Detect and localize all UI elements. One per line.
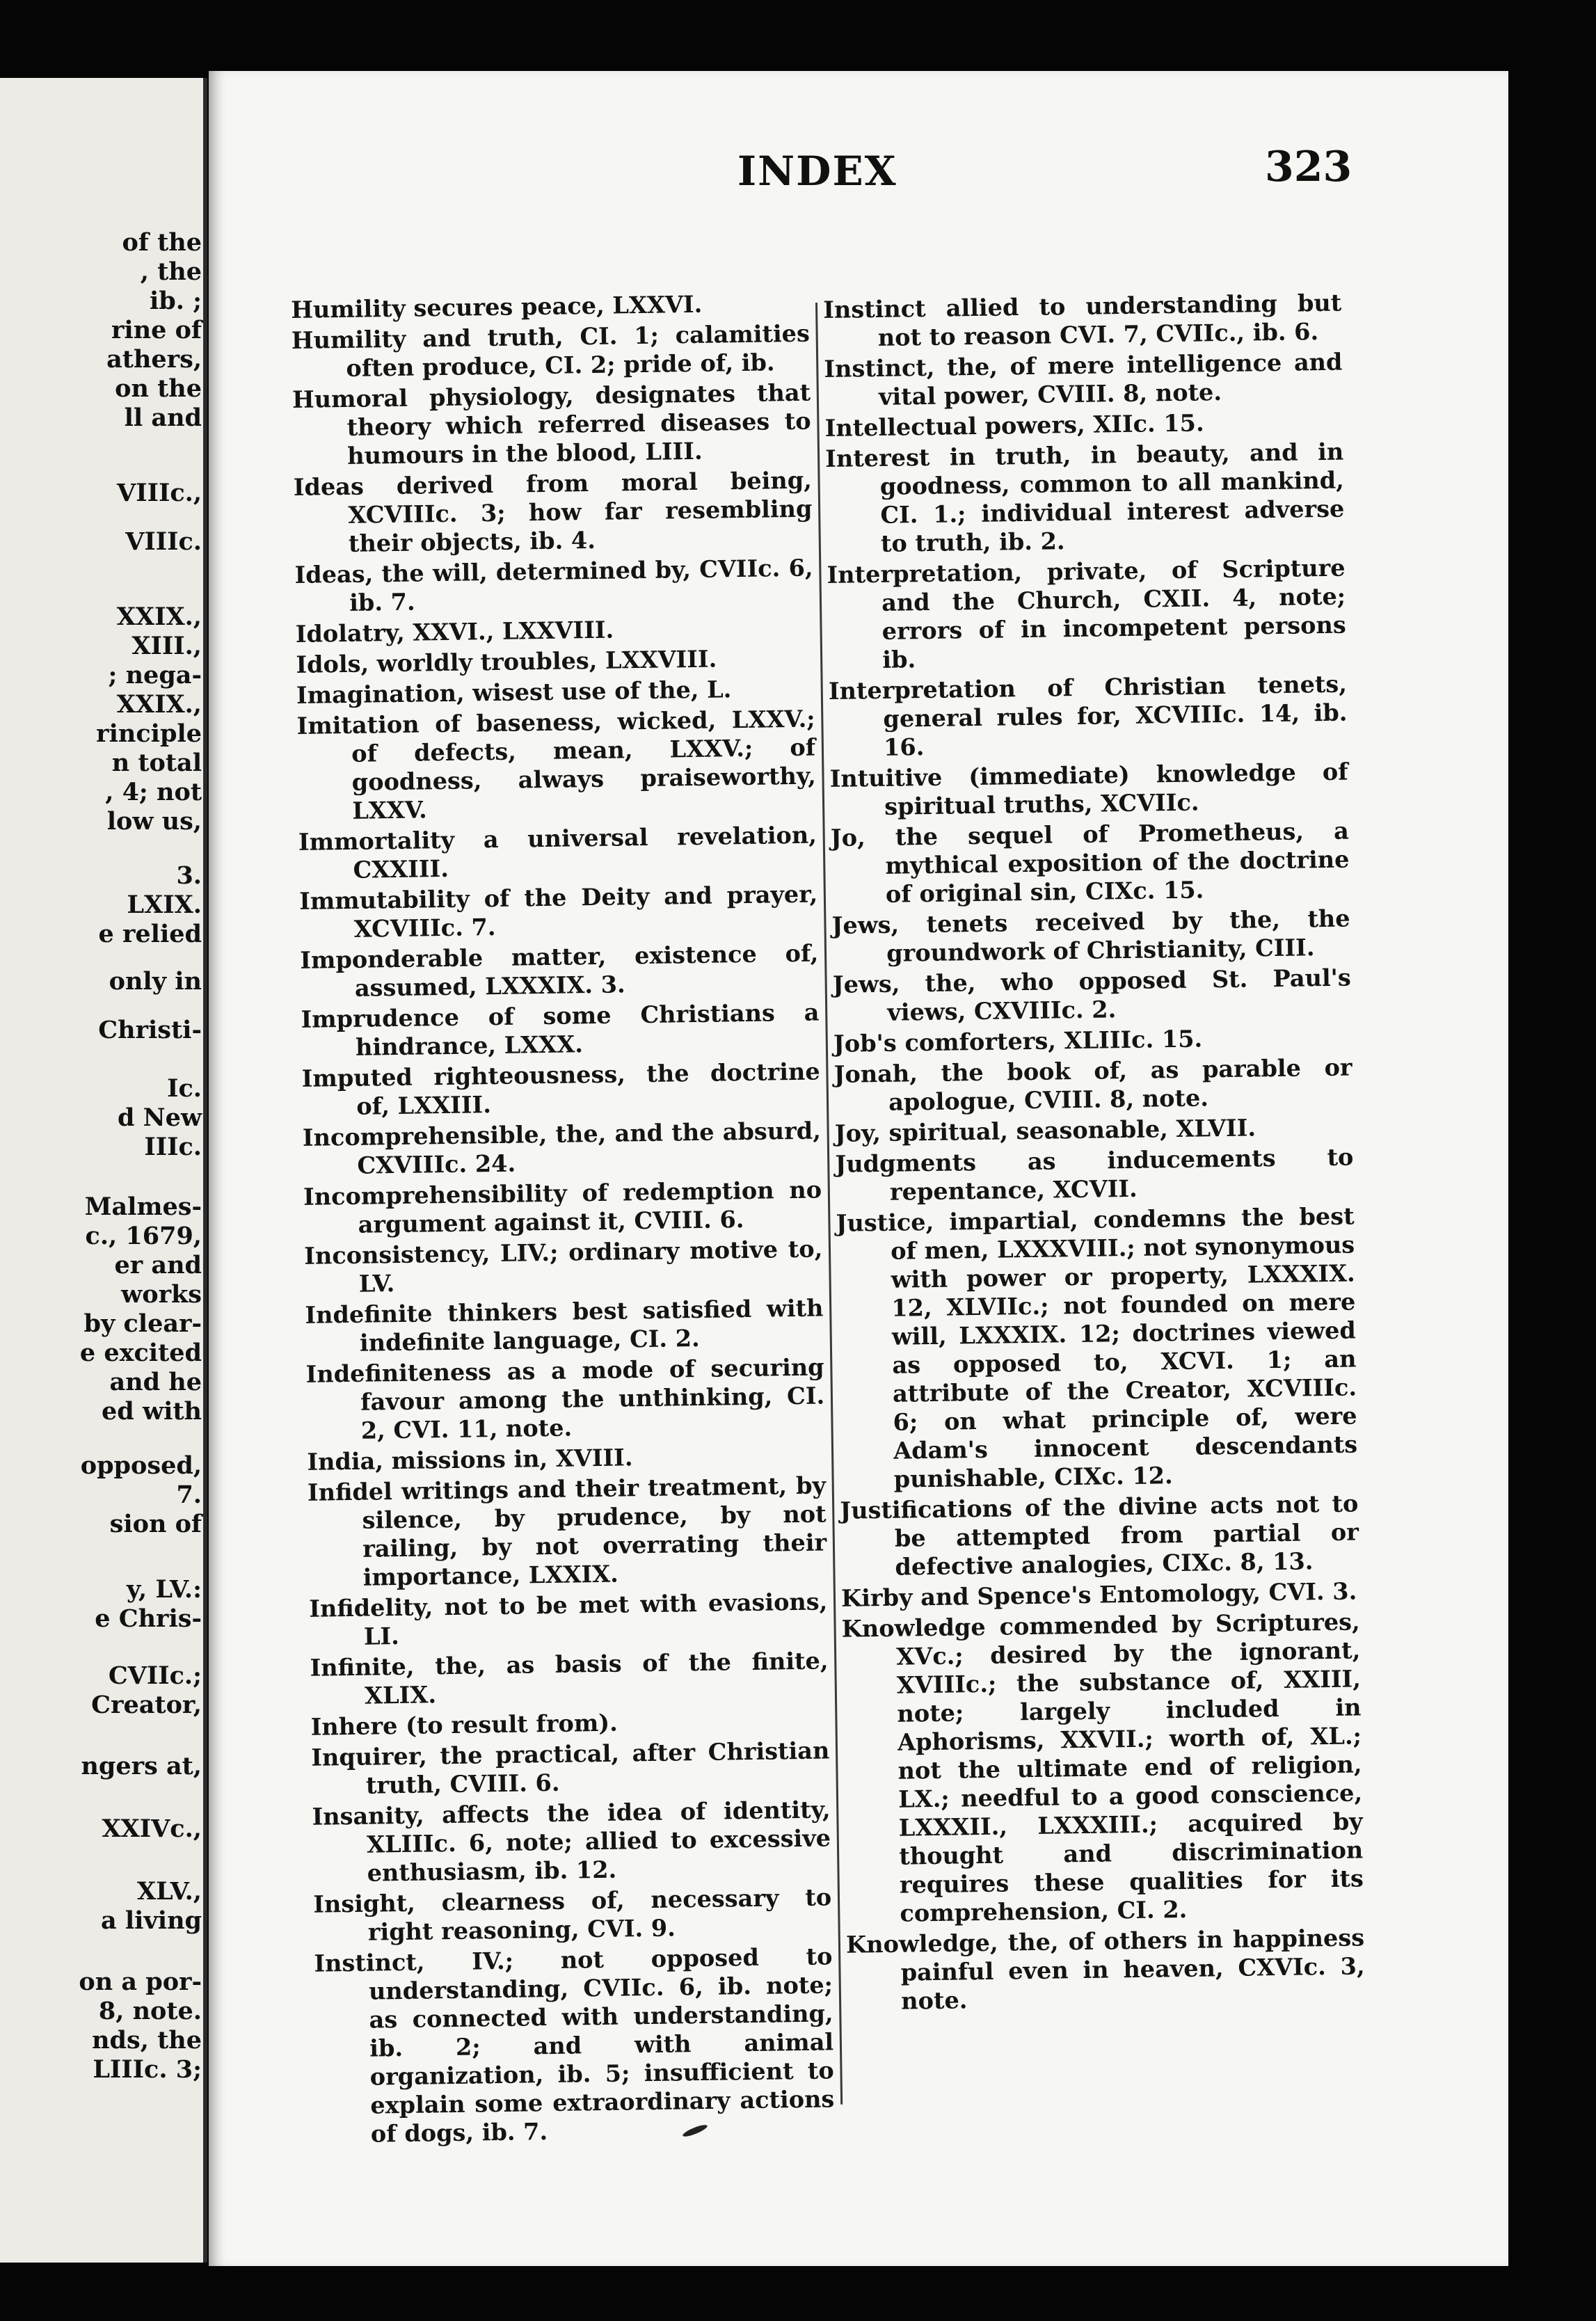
fragment-line: on the xyxy=(115,374,202,403)
index-entry: Imitation of baseness, wicked, LXXV.; of defects, mean, LXXV.; of goodness, always praiseworthy, LXXV. xyxy=(296,705,816,824)
fragment-line: c., 1679, xyxy=(85,1222,202,1250)
fragment-line: works xyxy=(121,1280,202,1309)
index-entry: Infinite, the, as basis of the finite, XLIX. xyxy=(310,1647,829,1709)
index-entry: Jews, tenets received by the, the groundwork of Christianity, CIII. xyxy=(831,904,1350,967)
index-entry: Indefinite thinkers best satisfied with indefinite language, CI. 2. xyxy=(305,1294,824,1357)
fragment-line: ; nega- xyxy=(108,661,202,689)
page-number: 323 xyxy=(1265,143,1352,191)
index-entry: Humoral physiology, designates that theory which referred diseases to humours in the blood, LIII. xyxy=(292,378,811,470)
index-entry: Interest in truth, in beauty, and in goodness, common to all mankind, CI. 1.; individual interest adverse to truth, ib. 2. xyxy=(825,438,1345,557)
fragment-line: a living xyxy=(100,1906,202,1935)
fragment-line: opposed, xyxy=(80,1451,202,1480)
index-entry: Inhere (to result from). xyxy=(310,1709,619,1741)
scan-border xyxy=(1508,64,1596,2273)
index-column-left xyxy=(291,289,835,2151)
index-entry: Indefiniteness as a mode of securing favour among the unthinking, CI. 2, CVI. 11, note. xyxy=(305,1353,825,1444)
fragment-line: er and xyxy=(114,1251,202,1279)
index-entry: Inconsistency, LIV.; ordinary motive to, LV. xyxy=(304,1235,823,1298)
fragment-line: 8, note. xyxy=(98,1997,202,2025)
index-entry: Humility and truth, CI. 1; calamities often produce, CI. 2; pride of, ib. xyxy=(291,319,811,382)
fragment-line: d New xyxy=(117,1103,202,1132)
index-entry: Instinct allied to understanding but not to reason CVI. 7, CVIIc., ib. 6. xyxy=(823,289,1342,351)
fragment-line: ngers at, xyxy=(81,1752,202,1780)
fragment-line: , the xyxy=(140,257,202,286)
index-entry: Imputed righteousness, the doctrine of, LXXIII. xyxy=(301,1058,820,1120)
fragment-line: LIIIc. 3; xyxy=(93,2055,202,2084)
index-entry: Infidel writings and their treatment, by silence, by prudence, by not railing, by not overrating their importance, LXXIX. xyxy=(307,1471,827,1591)
fragment-line: athers, xyxy=(106,345,202,374)
index-entry: Kirby and Spence's Entomology, CVI. 3. xyxy=(840,1577,1357,1612)
fragment-line: VIIIc., xyxy=(117,479,202,507)
index-entry: Job's comforters, XLIIIc. 15. xyxy=(833,1025,1203,1058)
index-entry: Interpretation of Christian tenets, general rules for, XCVIIIc. 14, ib. 16. xyxy=(828,670,1348,761)
index-entry: Insanity, affects the idea of identity, XLIIIc. 6, note; allied to excessive enthusiasm, ib. 12. xyxy=(312,1796,831,1887)
fragment-line: of the xyxy=(122,228,202,257)
fragment-line: e relied xyxy=(98,920,202,948)
index-entry: Insight, clearness of, necessary to right reasoning, CVI. 9. xyxy=(313,1883,832,1946)
index-entry: Jo, the sequel of Prometheus, a mythical exposition of the doctrine of original sin, CIXc. 15. xyxy=(830,817,1350,908)
fragment-line: VIIIc. xyxy=(125,527,202,556)
index-entry: Incomprehensibility of redemption no argument against it, CVIII. 6. xyxy=(303,1176,822,1238)
fragment-line: ed with xyxy=(102,1397,202,1426)
fragment-line: 7. xyxy=(176,1481,202,1509)
fragment-line: XXIVc., xyxy=(102,1814,202,1843)
index-entry: Intellectual powers, XIIc. 15. xyxy=(824,409,1204,442)
fragment-line: LXIX. xyxy=(127,891,202,919)
index-entry: Imagination, wisest use of the, L. xyxy=(296,676,732,709)
fragment-line: by clear- xyxy=(83,1309,202,1338)
index-entry: Jews, the, who opposed St. Paul's views, CXVIIIc. 2. xyxy=(832,964,1352,1026)
fragment-line: e Chris- xyxy=(95,1604,202,1633)
fragment-line: 3. xyxy=(176,861,202,890)
fragment-line: ib. ; xyxy=(149,287,202,315)
index-entry: Incomprehensible, the, and the absurd, CXVIIIc. 24. xyxy=(302,1117,822,1179)
index-entry: Idols, worldly troubles, LXXVIII. xyxy=(296,645,717,678)
facing-page-fragment xyxy=(0,78,207,2263)
fragment-line: IIIc. xyxy=(144,1133,202,1161)
fragment-line: , 4; not xyxy=(105,778,202,806)
index-entry: Joy, spiritual, seasonable, XLVII. xyxy=(834,1114,1256,1147)
fragment-line: ll and xyxy=(124,404,202,432)
index-column-right xyxy=(823,289,1365,2018)
index-entry: Jonah, the book of, as parable or apologue, CVIII. 8, note. xyxy=(833,1053,1352,1116)
fragment-line: on a por- xyxy=(79,1968,202,1996)
index-entry: Immutability of the Deity and prayer, XCVIIIc. 7. xyxy=(298,880,818,943)
fragment-line: Christi- xyxy=(98,1016,202,1044)
index-entry: Humility secures peace, LXXVI. xyxy=(291,290,703,324)
fragment-line: nds, the xyxy=(92,2026,202,2055)
fragment-line: e excited xyxy=(79,1339,202,1367)
fragment-line: CVIIc.; xyxy=(108,1661,202,1690)
fragment-line: Creator, xyxy=(91,1691,202,1719)
index-entry: Infidelity, not to be met with evasions, LI. xyxy=(309,1588,828,1650)
fragment-line: y, LV.: xyxy=(127,1575,202,1604)
page-title: INDEX xyxy=(737,147,897,195)
fragment-line: XLV., xyxy=(136,1877,202,1906)
fragment-line: n total xyxy=(111,749,202,777)
index-entry: Intuitive (immediate) knowledge of spiritual truths, XCVIIc. xyxy=(829,758,1348,820)
fragment-line: Ic. xyxy=(167,1074,202,1103)
fragment-line: XXIX., xyxy=(116,603,202,631)
index-entry: Imponderable matter, existence of, assumed, LXXXIX. 3. xyxy=(300,939,819,1002)
fragment-line: sion of xyxy=(109,1510,202,1538)
index-entry: Idolatry, XXVI., LXXVIII. xyxy=(295,616,614,648)
fragment-line: Malmes- xyxy=(84,1193,202,1221)
index-entry: Imprudence of some Christians a hindrance, LXXX. xyxy=(301,998,820,1061)
fragment-line: rine of xyxy=(111,316,202,344)
fragment-line: rinciple xyxy=(96,719,202,748)
index-entry: Knowledge commended by Scriptures, XVc.; desired by the ignorant, XVIIIc.; the substance of, XXIII, note; largely included in Aphorisms, XXVII.; worth of, XL.; not the ultimate end of religion, LX.; needful to a good conscience, LXXXII., LXXXIII.; acquired by thought and discrimination requires these qualities for its comprehension, CI. 2. xyxy=(841,1608,1364,1927)
index-entry: Justice, impartial, condemns the best of men, LXXXVIII.; not synonymous with power or property, LXXXIX. 12, XLVIIc.; not founded on mere will, LXXXIX. 12; doctrines viewed as opposed to, XCVI. 1; an attribute of the Creator, XCVIIIc. 6; on what principle of, were Adam's innocent descendants punishable, CIXc. 12. xyxy=(836,1202,1358,1493)
fragment-line: and he xyxy=(109,1368,202,1396)
fragment-line: XXIX., xyxy=(116,690,202,719)
fragment-line: low us, xyxy=(106,807,202,836)
index-entry: Judgments as inducements to repentance, XCVII. xyxy=(835,1143,1354,1206)
index-entry: Justifications of the divine acts not to be attempted from partial or defective analogies, CIXc. 8, 13. xyxy=(840,1490,1359,1581)
index-entry: Instinct, the, of mere intelligence and vital power, CVIII. 8, note. xyxy=(824,348,1343,410)
fragment-line: only in xyxy=(109,967,202,996)
index-entry: Instinct, IV.; not opposed to understanding, CVIIc. 6, ib. note; as connected with understanding, ib. 2; and with animal organization, ib. 5; insufficient to explain some extraordinary actions of dogs, ib. 7. xyxy=(314,1943,835,2148)
index-entry: Interpretation, private, of Scripture and the Church, CXII. 4, note; errors of in incompetent persons ib. xyxy=(827,554,1346,673)
index-entry: Ideas derived from moral being, XCVIIIc. 3; how far resembling their objects, ib. 4. xyxy=(293,466,813,557)
index-entry: Inquirer, the practical, after Christian truth, CVIII. 6. xyxy=(311,1737,830,1799)
index-entry: India, missions in, XVIII. xyxy=(307,1444,633,1476)
fragment-line: XIII., xyxy=(131,632,202,660)
index-entry: Knowledge, the, of others in happiness painful even in heaven, CXVIc. 3, note. xyxy=(845,1924,1365,2015)
index-entry: Immortality a universal revelation, CXXIII. xyxy=(298,821,817,884)
index-entry: Ideas, the will, determined by, CVIIc. 6, ib. 7. xyxy=(294,554,813,616)
